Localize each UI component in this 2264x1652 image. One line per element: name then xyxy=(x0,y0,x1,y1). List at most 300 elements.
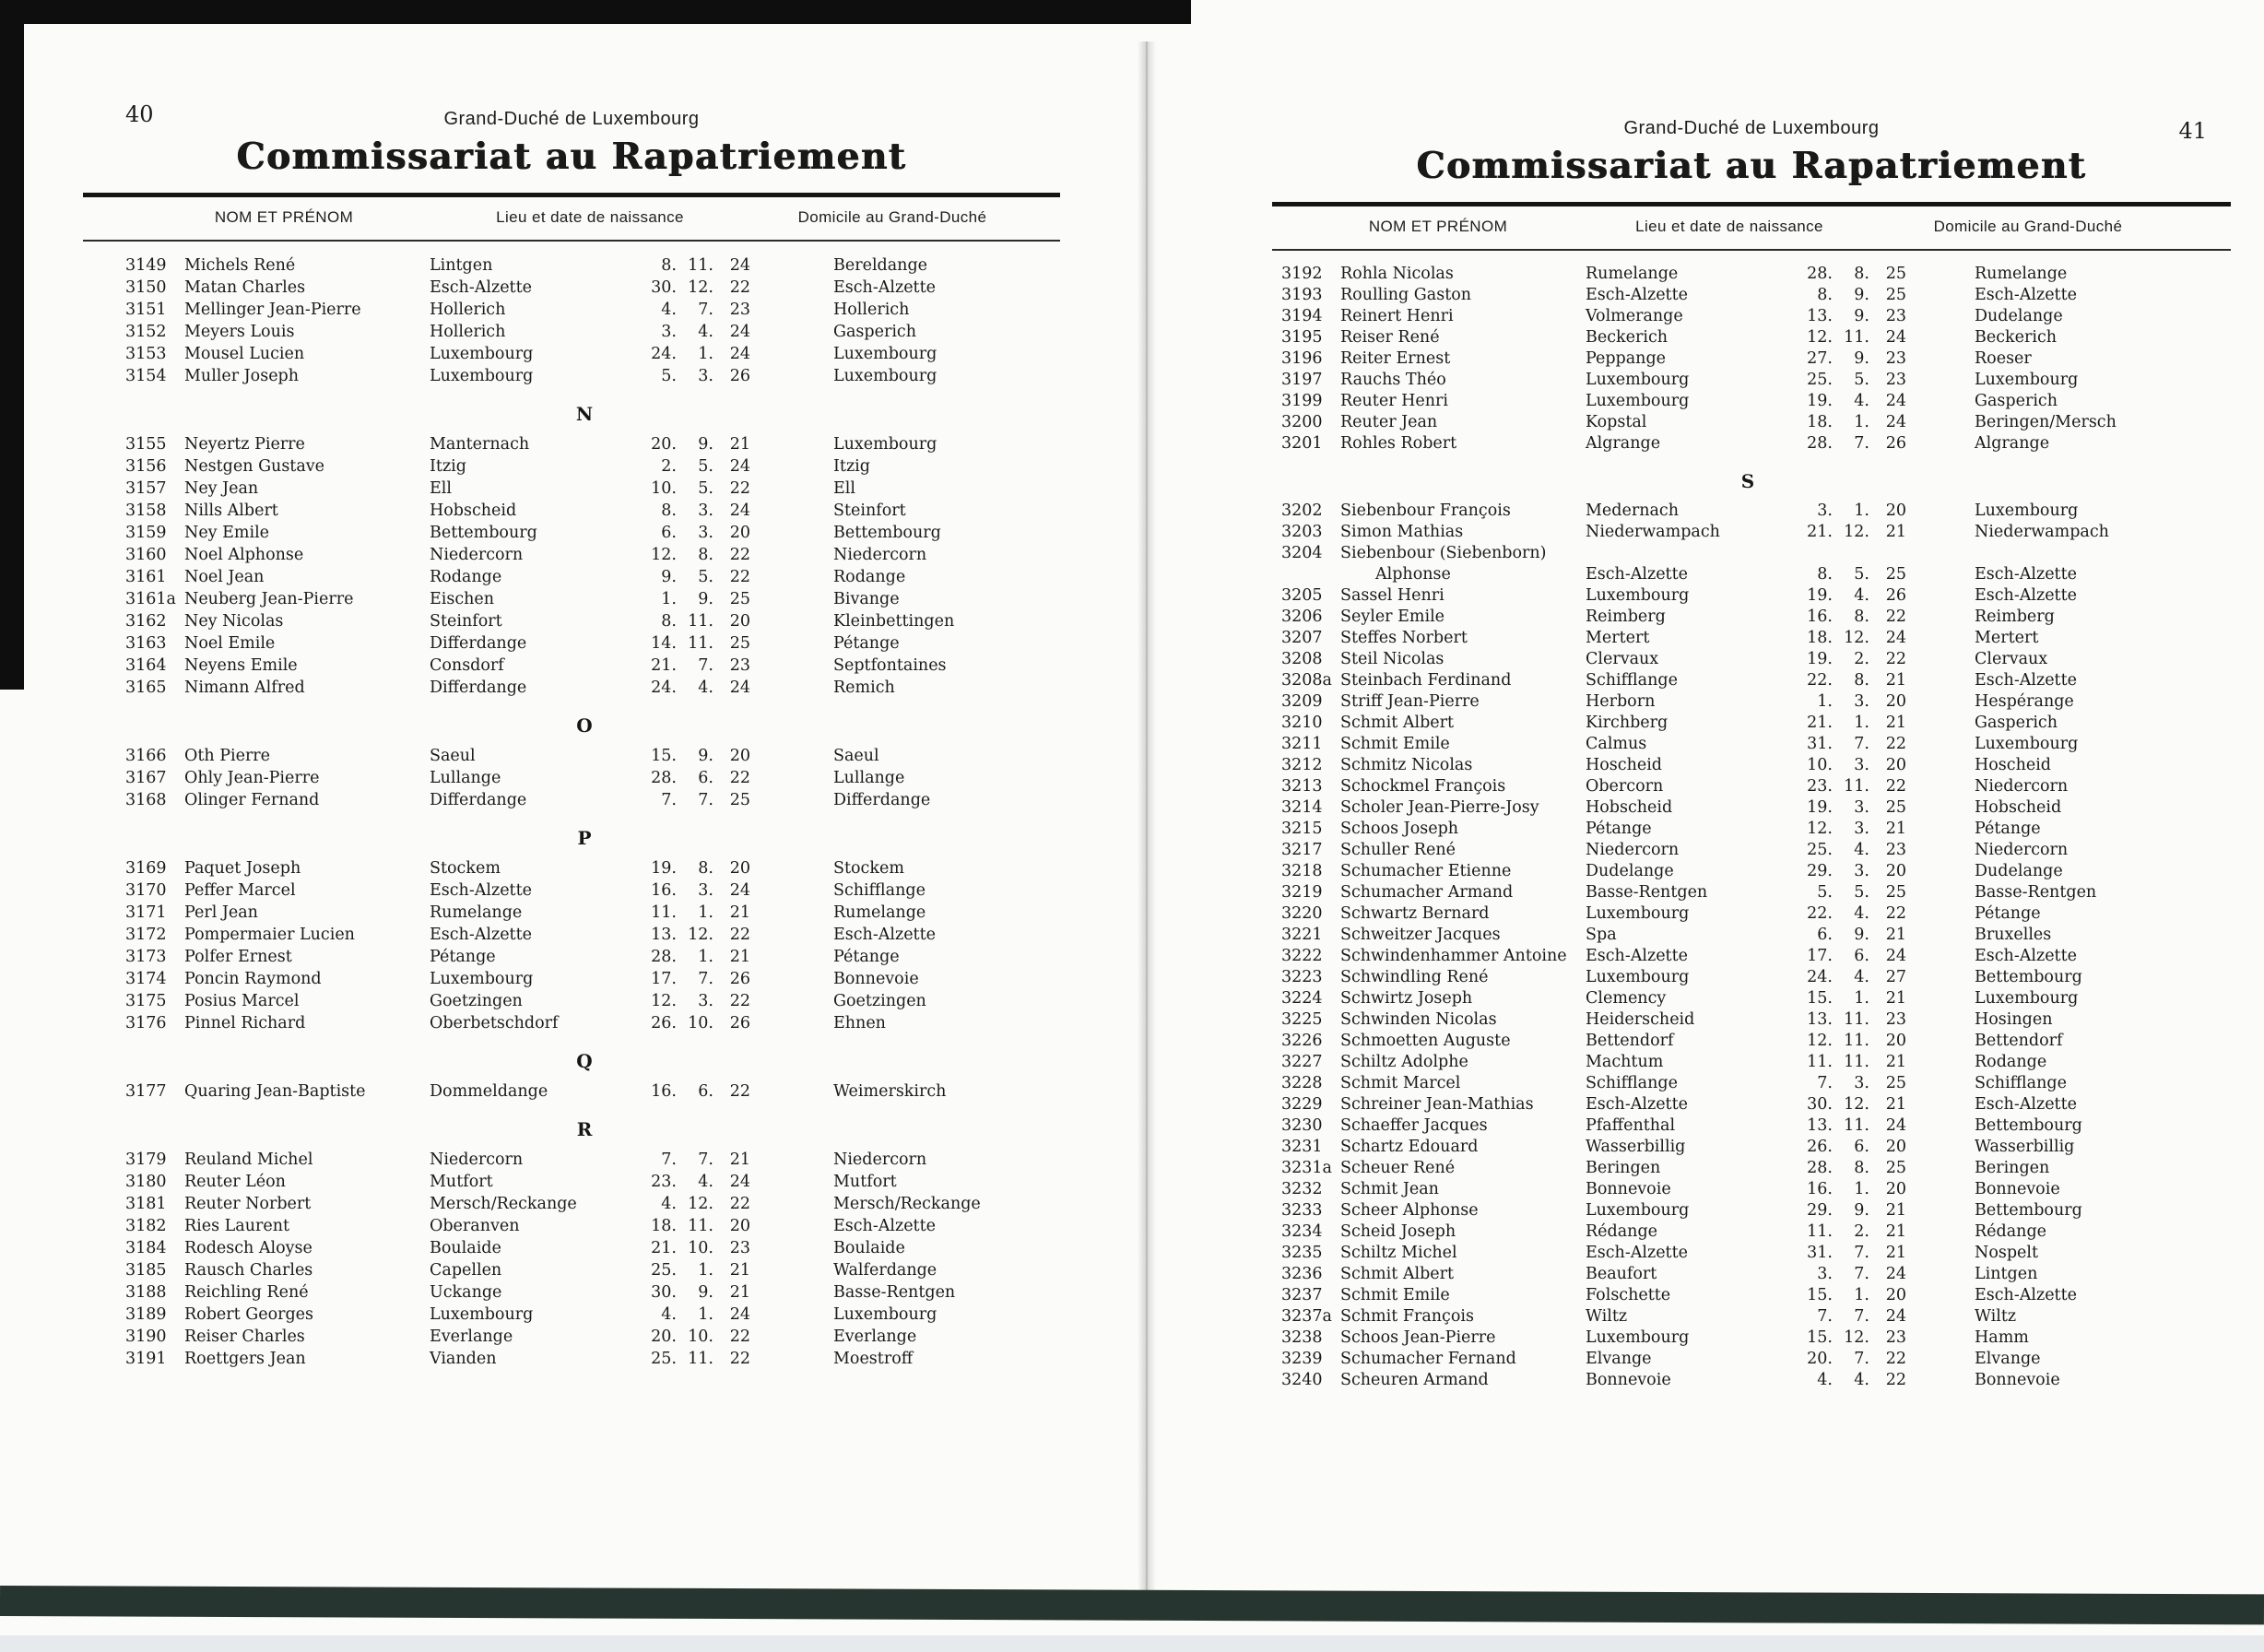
row-birthplace: Esch-Alzette xyxy=(430,278,532,297)
date-part: 20 xyxy=(1885,502,1906,520)
row-name: Schaeffer Jacques xyxy=(1340,1116,1488,1135)
row-birthdate xyxy=(643,946,782,968)
date-part: 22 xyxy=(729,992,750,1010)
date-part: 24 xyxy=(1885,947,1906,965)
row-birthdate xyxy=(643,1215,782,1237)
row-name: Schmit Jean xyxy=(1340,1180,1439,1198)
row-birthdate xyxy=(643,455,782,478)
column-header-birth: Lieu et date de naissance xyxy=(1635,218,1823,235)
date-part: 22 xyxy=(729,926,750,944)
table-row xyxy=(125,1149,1044,1171)
row-name: Schmit François xyxy=(1340,1307,1474,1326)
page-number: 40 xyxy=(125,101,154,127)
date-part: 18. xyxy=(1807,413,1833,431)
date-part: 2. xyxy=(1854,650,1869,668)
date-part: 4. xyxy=(1854,1371,1869,1389)
date-part: 28. xyxy=(1807,434,1833,453)
date-part: 20. xyxy=(651,435,677,454)
date-part: 22 xyxy=(729,1350,750,1368)
row-id: 3228 xyxy=(1281,1074,1323,1092)
date-part: 15. xyxy=(1807,1328,1833,1347)
row-birthplace: Eischen xyxy=(430,590,495,608)
row-name: Olinger Fernand xyxy=(184,791,320,809)
row-birthplace: Esch-Alzette xyxy=(1586,286,1688,304)
row-name: Reiter Ernest xyxy=(1340,349,1451,368)
date-part: 30. xyxy=(651,1283,677,1302)
row-domicile: Rédange xyxy=(1975,1222,2046,1241)
row-birthplace: Medernach xyxy=(1586,502,1679,520)
row-birthdate xyxy=(643,522,782,544)
row-birthplace: Goetzingen xyxy=(430,992,523,1010)
row-domicile: Esch-Alzette xyxy=(1975,947,2077,965)
date-part: 19. xyxy=(1807,586,1833,605)
row-domicile: Saeul xyxy=(833,747,879,765)
row-domicile: Mutfort xyxy=(833,1173,897,1191)
row-birthplace: Consdorf xyxy=(430,656,504,675)
row-name: Reuter Léon xyxy=(184,1173,286,1191)
date-part: 21 xyxy=(1885,1244,1906,1262)
row-name: Schmit Marcel xyxy=(1340,1074,1461,1092)
row-birthdate xyxy=(1799,1349,1938,1370)
row-birthplace: Niedercorn xyxy=(430,546,524,564)
row-name: Schumacher Fernand xyxy=(1340,1350,1516,1368)
date-part: 1. xyxy=(698,1305,713,1324)
date-part: 28. xyxy=(1807,265,1833,283)
table-row xyxy=(1281,391,2214,412)
table-row xyxy=(1281,755,2214,776)
row-id: 3233 xyxy=(1281,1201,1323,1220)
row-id: 3238 xyxy=(1281,1328,1323,1347)
row-birthplace: Bonnevoie xyxy=(1586,1180,1671,1198)
date-part: 22 xyxy=(729,1328,750,1346)
row-birthplace: Herborn xyxy=(1586,692,1656,711)
row-name: Reichling René xyxy=(184,1283,309,1302)
row-birthplace: Itzig xyxy=(430,457,466,476)
table-row xyxy=(125,789,1044,811)
row-domicile: Weimerskirch xyxy=(833,1082,947,1101)
table-row xyxy=(1281,946,2214,967)
date-part: 6. xyxy=(698,1082,713,1101)
row-id: 3235 xyxy=(1281,1244,1323,1262)
table-row xyxy=(125,455,1044,478)
row-id: 3201 xyxy=(1281,434,1323,453)
row-birthplace: Folschette xyxy=(1586,1286,1671,1304)
row-id: 3156 xyxy=(125,457,167,476)
date-part: 22 xyxy=(729,769,750,787)
date-part: 21 xyxy=(1885,926,1906,944)
date-part: 12. xyxy=(1807,328,1833,347)
column-header-name: NOM ET PRÉNOM xyxy=(214,208,354,226)
date-part: 3. xyxy=(1817,502,1833,520)
row-id: 3167 xyxy=(125,769,167,787)
row-name: Schockmel François xyxy=(1340,777,1506,796)
date-part: 26. xyxy=(1807,1138,1833,1156)
date-part: 11. xyxy=(1844,328,1869,347)
row-birthdate xyxy=(1799,691,1938,713)
date-part: 13. xyxy=(1807,307,1833,325)
row-birthdate xyxy=(1799,882,1938,903)
date-part: 25 xyxy=(1885,883,1906,902)
date-part: 21 xyxy=(1885,1222,1906,1241)
row-domicile: Hespérange xyxy=(1975,692,2074,711)
date-part: 20 xyxy=(1885,1032,1906,1050)
row-birthdate xyxy=(1799,713,1938,734)
date-part: 22 xyxy=(1885,735,1906,753)
date-part: 12. xyxy=(1807,820,1833,838)
date-part: 11. xyxy=(1844,1010,1869,1029)
date-part: 22. xyxy=(1807,904,1833,923)
date-part: 3. xyxy=(1854,692,1869,711)
date-part: 27 xyxy=(1885,968,1906,986)
row-id: 3172 xyxy=(125,926,167,944)
row-domicile: Gasperich xyxy=(833,323,916,341)
row-birthplace: Esch-Alzette xyxy=(1586,1244,1688,1262)
row-birthplace: Basse-Rentgen xyxy=(1586,883,1708,902)
row-birthplace: Hollerich xyxy=(430,323,506,341)
row-domicile: Lullange xyxy=(833,769,905,787)
row-birthdate xyxy=(643,1281,782,1304)
table-row xyxy=(1281,1221,2214,1243)
date-part: 13. xyxy=(651,926,677,944)
row-id: 3182 xyxy=(125,1217,167,1235)
row-birthplace: Beringen xyxy=(1586,1159,1661,1177)
row-id: 3149 xyxy=(125,256,167,275)
row-birthdate xyxy=(1799,925,1938,946)
row-id: 3170 xyxy=(125,881,167,900)
row-birthdate xyxy=(643,566,782,588)
table-row xyxy=(125,924,1044,946)
date-part: 23 xyxy=(729,656,750,675)
row-id: 3166 xyxy=(125,747,167,765)
row-birthdate xyxy=(1799,946,1938,967)
row-name: Schwindenhammer Antoine xyxy=(1340,947,1567,965)
row-id: 3179 xyxy=(125,1150,167,1169)
table-row xyxy=(125,1171,1044,1193)
row-domicile: Pétange xyxy=(1975,820,2041,838)
row-birthplace: Obercorn xyxy=(1586,777,1664,796)
row-birthdate xyxy=(1799,1031,1938,1052)
row-domicile: Dudelange xyxy=(1975,307,2063,325)
row-name: Quaring Jean-Baptiste xyxy=(184,1082,366,1101)
date-part: 5. xyxy=(698,568,713,586)
row-birthdate xyxy=(643,767,782,789)
row-birthplace: Kopstal xyxy=(1586,413,1647,431)
date-part: 22 xyxy=(729,546,750,564)
row-domicile: Elvange xyxy=(1975,1350,2041,1368)
date-part: 6. xyxy=(1854,947,1869,965)
row-name: Schwirtz Joseph xyxy=(1340,989,1473,1008)
date-part: 26. xyxy=(651,1014,677,1032)
date-part: 20 xyxy=(1885,862,1906,880)
row-name: Noel Jean xyxy=(184,568,265,586)
table-row xyxy=(125,655,1044,677)
date-part: 25. xyxy=(1807,371,1833,389)
date-part: 25. xyxy=(1807,841,1833,859)
date-part: 24 xyxy=(729,1305,750,1324)
row-id: 3226 xyxy=(1281,1032,1323,1050)
date-part: 7. xyxy=(661,1150,677,1169)
section-letter: N xyxy=(575,403,594,425)
row-domicile: Rodange xyxy=(1975,1053,2047,1071)
row-id: 3173 xyxy=(125,948,167,966)
date-part: 24 xyxy=(729,256,750,275)
table-row xyxy=(125,1215,1044,1237)
date-part: 3. xyxy=(1854,798,1869,817)
section-letter: Q xyxy=(576,1050,593,1072)
date-part: 20 xyxy=(729,747,750,765)
row-birthdate xyxy=(643,321,782,343)
row-birthdate xyxy=(643,968,782,990)
row-name: Perl Jean xyxy=(184,903,258,922)
table-row xyxy=(1281,776,2214,797)
table-row xyxy=(125,902,1044,924)
row-birthdate xyxy=(1799,670,1938,691)
row-birthdate xyxy=(643,879,782,902)
row-birthplace: Dudelange xyxy=(1586,862,1674,880)
date-part: 10. xyxy=(688,1239,713,1257)
section-letter: P xyxy=(577,827,592,849)
row-domicile: Esch-Alzette xyxy=(1975,1286,2077,1304)
date-part: 10. xyxy=(651,479,677,498)
row-id: 3222 xyxy=(1281,947,1323,965)
row-id: 3206 xyxy=(1281,608,1323,626)
row-name: Neuberg Jean-Pierre xyxy=(184,590,354,608)
date-part: 25 xyxy=(729,590,750,608)
date-part: 3. xyxy=(1854,1074,1869,1092)
row-id: 3159 xyxy=(125,524,167,542)
row-id: 3234 xyxy=(1281,1222,1323,1241)
row-domicile: Pétange xyxy=(833,948,900,966)
date-part: 9. xyxy=(661,568,677,586)
date-part: 18. xyxy=(1807,629,1833,647)
row-name: Reuland Michel xyxy=(184,1150,313,1169)
date-part: 8. xyxy=(1854,671,1869,690)
table-row xyxy=(1281,433,2214,454)
row-birthplace: Everlange xyxy=(430,1328,513,1346)
date-part: 28. xyxy=(651,948,677,966)
row-birthplace: Luxembourg xyxy=(430,970,534,988)
date-part: 25 xyxy=(729,791,750,809)
section-letter: R xyxy=(576,1118,593,1140)
row-birthdate xyxy=(643,857,782,879)
row-birthdate xyxy=(1799,861,1938,882)
row-birthdate xyxy=(643,254,782,277)
row-birthdate xyxy=(643,433,782,455)
date-part: 7. xyxy=(1854,1350,1869,1368)
row-birthplace: Mersch/Reckange xyxy=(430,1195,577,1213)
row-name: Schweitzer Jacques xyxy=(1340,926,1501,944)
date-part: 17. xyxy=(1807,947,1833,965)
page-header-country: Grand-Duché de Luxembourg xyxy=(443,109,700,129)
row-id: 3211 xyxy=(1281,735,1323,753)
row-birthdate xyxy=(1799,1052,1938,1073)
date-part: 7. xyxy=(1817,1074,1833,1092)
row-name: Poncin Raymond xyxy=(184,970,322,988)
date-part: 20 xyxy=(1885,1138,1906,1156)
row-id: 3191 xyxy=(125,1350,167,1368)
date-part: 22. xyxy=(1807,671,1833,690)
table-row xyxy=(1281,1073,2214,1094)
date-part: 24 xyxy=(729,502,750,520)
row-name: Scheid Joseph xyxy=(1340,1222,1456,1241)
date-part: 22 xyxy=(729,1082,750,1101)
row-domicile: Steinfort xyxy=(833,502,906,520)
row-domicile: Beckerich xyxy=(1975,328,2058,347)
row-birthplace: Pétange xyxy=(430,948,496,966)
row-domicile: Ehnen xyxy=(833,1014,886,1032)
row-birthdate xyxy=(1799,840,1938,861)
table-row xyxy=(1281,564,2214,585)
row-name: Schwartz Bernard xyxy=(1340,904,1490,923)
row-domicile: Roeser xyxy=(1975,349,2032,368)
row-name: Rausch Charles xyxy=(184,1261,313,1280)
date-part: 25. xyxy=(651,1261,677,1280)
table-row xyxy=(1281,1328,2214,1349)
date-part: 8. xyxy=(1854,265,1869,283)
table-row xyxy=(1281,1052,2214,1073)
date-part: 23 xyxy=(1885,1328,1906,1347)
date-part: 1. xyxy=(698,903,713,922)
row-id: 3224 xyxy=(1281,989,1323,1008)
row-name: Ney Emile xyxy=(184,524,270,542)
date-part: 7. xyxy=(698,301,713,319)
date-part: 9. xyxy=(698,435,713,454)
row-birthdate xyxy=(643,343,782,365)
date-part: 7. xyxy=(698,656,713,675)
row-birthplace: Elvange xyxy=(1586,1350,1652,1368)
date-part: 21 xyxy=(729,903,750,922)
row-birthdate xyxy=(1799,327,1938,348)
date-part: 7. xyxy=(698,1150,713,1169)
date-part: 13. xyxy=(1807,1010,1833,1029)
table-row xyxy=(1281,306,2214,327)
row-birthdate xyxy=(1799,1115,1938,1137)
row-birthplace: Schifflange xyxy=(1586,671,1678,690)
date-part: 9. xyxy=(698,747,713,765)
row-domicile: Bettembourg xyxy=(1975,968,2082,986)
date-part: 11. xyxy=(688,1350,713,1368)
date-part: 4. xyxy=(698,1173,713,1191)
date-part: 21 xyxy=(729,948,750,966)
row-id: 3217 xyxy=(1281,841,1323,859)
date-part: 21 xyxy=(1885,1053,1906,1071)
row-name: Alphonse xyxy=(1375,565,1451,584)
row-birthdate xyxy=(643,902,782,924)
date-part: 31. xyxy=(1807,735,1833,753)
row-name: Meyers Louis xyxy=(184,323,295,341)
row-birthplace: Luxembourg xyxy=(430,345,534,363)
table-row xyxy=(125,254,1044,277)
row-domicile: Algrange xyxy=(1975,434,2050,453)
row-name: Striff Jean-Pierre xyxy=(1340,692,1480,711)
date-part: 21. xyxy=(1807,523,1833,541)
date-part: 18. xyxy=(651,1217,677,1235)
date-part: 1. xyxy=(698,1261,713,1280)
row-name: Neyertz Pierre xyxy=(184,435,305,454)
row-name: Reiser Charles xyxy=(184,1328,305,1346)
row-birthplace: Esch-Alzette xyxy=(430,881,532,900)
row-birthdate xyxy=(643,990,782,1012)
table-row xyxy=(1281,585,2214,607)
date-part: 24 xyxy=(729,1173,750,1191)
row-domicile: Gasperich xyxy=(1975,714,2058,732)
date-part: 24 xyxy=(1885,629,1906,647)
date-part: 23 xyxy=(1885,371,1906,389)
table-row xyxy=(125,343,1044,365)
row-name: Schumacher Armand xyxy=(1340,883,1514,902)
row-id: 3214 xyxy=(1281,798,1323,817)
row-birthdate xyxy=(1799,585,1938,607)
row-id: 3236 xyxy=(1281,1265,1323,1283)
date-part: 29. xyxy=(1807,1201,1833,1220)
date-part: 7. xyxy=(1854,434,1869,453)
row-birthdate xyxy=(1799,1264,1938,1285)
row-birthplace: Rodange xyxy=(430,568,502,586)
date-part: 11. xyxy=(1844,1116,1869,1135)
table-row xyxy=(125,745,1044,767)
page-number: 41 xyxy=(2178,118,2207,144)
table-row xyxy=(1281,412,2214,433)
row-name: Scholer Jean-Pierre-Josy xyxy=(1340,798,1539,817)
row-domicile: Goetzingen xyxy=(833,992,926,1010)
table-row xyxy=(125,968,1044,990)
date-part: 26 xyxy=(1885,586,1906,605)
table-row xyxy=(1281,925,2214,946)
date-part: 2. xyxy=(661,457,677,476)
date-part: 22 xyxy=(729,568,750,586)
row-name: Peffer Marcel xyxy=(184,881,296,900)
row-domicile: Luxembourg xyxy=(833,435,937,454)
table-row xyxy=(1281,988,2214,1009)
row-name: Michels René xyxy=(184,256,296,275)
scan-edge-bottom-strip xyxy=(0,1635,2264,1652)
row-birthplace: Wasserbillig xyxy=(1586,1138,1686,1156)
date-part: 20 xyxy=(1885,756,1906,774)
column-header-band xyxy=(1272,206,2231,249)
date-part: 24 xyxy=(1885,413,1906,431)
row-birthplace: Hobscheid xyxy=(1586,798,1673,817)
row-birthplace: Hollerich xyxy=(430,301,506,319)
date-part: 21 xyxy=(1885,714,1906,732)
date-part: 8. xyxy=(1854,608,1869,626)
date-part: 24 xyxy=(729,881,750,900)
date-part: 23 xyxy=(1885,349,1906,368)
table-row xyxy=(125,522,1044,544)
table-row xyxy=(125,1326,1044,1348)
date-part: 4. xyxy=(661,301,677,319)
date-part: 11. xyxy=(1844,1053,1869,1071)
row-domicile: Bonnevoie xyxy=(1975,1371,2060,1389)
row-birthdate xyxy=(643,1171,782,1193)
table-row xyxy=(125,277,1044,299)
date-part: 20 xyxy=(1885,1286,1906,1304)
table-row xyxy=(1281,327,2214,348)
row-birthdate xyxy=(1799,564,1938,585)
row-birthplace: Heiderscheid xyxy=(1586,1010,1695,1029)
date-part: 31. xyxy=(1807,1244,1833,1262)
row-birthplace: Schifflange xyxy=(1586,1074,1678,1092)
row-id: 3196 xyxy=(1281,349,1323,368)
row-birthplace: Bonnevoie xyxy=(1586,1371,1671,1389)
date-part: 19. xyxy=(651,859,677,878)
row-id: 3192 xyxy=(1281,265,1323,283)
row-birthplace: Luxembourg xyxy=(1586,586,1690,605)
table-row xyxy=(1281,670,2214,691)
row-domicile: Dudelange xyxy=(1975,862,2063,880)
row-id: 3161 xyxy=(125,568,167,586)
page-41 xyxy=(1272,92,2231,1391)
row-id: 3169 xyxy=(125,859,167,878)
